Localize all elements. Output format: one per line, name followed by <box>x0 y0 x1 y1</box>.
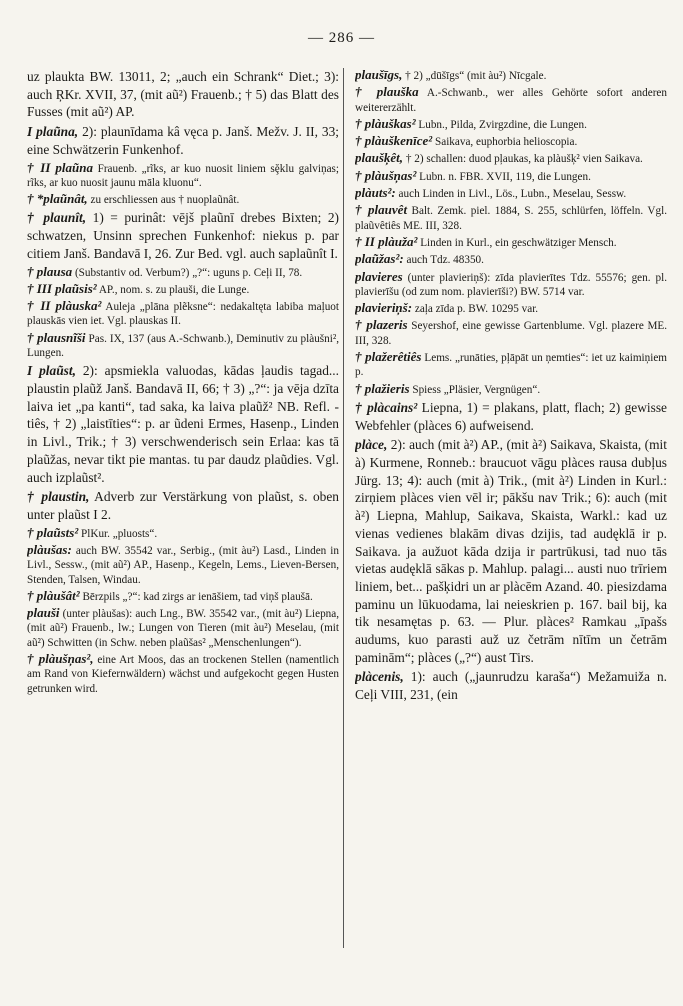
entry-lemma: † II plaũna <box>27 159 94 175</box>
entry-text: Bērzpils „?“: kad zirgs ar ienāšiem, tad viņš plaušā. <box>82 590 313 603</box>
entry-text: eine Art Moos, das an trockenen Stellen (namentlich am Rand von Kiefernwäldern) wächst und aufgekocht gegen Husten getrunken wird. <box>27 654 339 695</box>
entry-lemma: † plaunît, <box>27 210 87 226</box>
dictionary-entry <box>27 362 339 486</box>
entry-text: Lubn. n. FBR. XVII, 119, die Lungen. <box>419 170 591 183</box>
entry-lemma: † II plàuska² <box>27 298 102 314</box>
entry-text: (Substantiv od. Verbum?) „?“: uguns p. Ceļi II, 78. <box>74 266 303 279</box>
entry-text: PlKur. „pluosts“. <box>81 527 158 540</box>
dictionary-entry <box>27 299 339 329</box>
entry-text: AP., nom. s. zu plauši, die Lunge. <box>98 283 250 296</box>
entry-lemma: plaušķêt, <box>355 150 404 166</box>
entry-text: uz plaukta BW. 13011, 2; „auch ein Schrank“ Diet.; 3): auch ŖKr. XVII, 37, (mit aũ²) Frauenb.; † 5) das Blatt des Fusses (mit aũ²) AP. <box>27 69 339 120</box>
entry-lemma: plàuts²: <box>355 185 396 201</box>
entry-lemma: † *plaũnât, <box>27 191 88 207</box>
entry-lemma: † plàušņas², <box>27 651 94 666</box>
dictionary-entry <box>355 270 667 300</box>
dictionary-entry <box>355 85 667 115</box>
entry-lemma: † plàušņas² <box>355 167 417 183</box>
entry-text: zu erschliessen aus † nuoplaũnât. <box>90 194 240 207</box>
dictionary-entry <box>355 68 667 83</box>
entry-lemma: † plauška <box>355 84 419 100</box>
entry-text: 1): auch („jaunrudzu karaša“) Mežamuiža n. Ceļi VIII, 231, (ein <box>355 669 667 703</box>
dictionary-entry <box>27 606 339 650</box>
entry-lemma: I plaũna, <box>27 124 79 140</box>
dictionary-entry <box>27 331 339 361</box>
entry-lemma: † II plàuža² <box>355 233 418 249</box>
dictionary-entry <box>355 117 667 132</box>
entry-lemma: plauši <box>27 605 60 621</box>
entry-text: Liepna, 1) = plakans, platt, flach; 2) gewisse Webfehler (plàces 6) aufweisend. <box>355 399 667 433</box>
entry-text: 1) = purinât: vējš plaũnī drebes Bixten; 2) schwatzen, Unsinn sprechen Funkenhof: niekus p. par citiem Janš. Bandavā I, 26. Zur Bed. vgl. auch saplaũnît I. <box>27 210 339 261</box>
entry-lemma: † plàuškenīce² <box>355 133 433 149</box>
entry-lemma: † plàušât² <box>27 587 80 603</box>
entry-lemma: † plaũsts² <box>27 524 79 540</box>
entry-lemma: I plaũst, <box>27 363 76 379</box>
dictionary-entry <box>355 318 667 348</box>
entry-text: (unter plavieriņš): zīda plavierītes Tdz. 55576; gen. pl. plavierīšu (od zum nom. plavierīši?) BW. 5714 var. <box>355 271 667 298</box>
entry-lemma: plaušīgs, <box>355 68 403 82</box>
entry-text: 2): plaunīdama kâ vęca p. Janš. Mežv. J. II, 33; eine Schwätzerin Funkenhof. <box>27 124 339 157</box>
entry-lemma: † plausnĩši <box>27 329 86 345</box>
entry-text: zaļa zīda p. BW. 10295 var. <box>414 303 539 316</box>
dictionary-entry <box>27 526 339 541</box>
entry-text: 2): auch (mit à²) AP., (mit à²) Saikava, Skaista, (mit à) Kurmene, Ronneb.: braucuot vāgu plàces rausa dubļus Jürg. 13; 4): auch (mit à) Trik., (mit à²) Linden in Kurl.: zirņiem plàces vien vēl ir; pākšu nav Trik.; 6): auch (mit à²) Liepna, Mahlup, Saikava, Skaista, Warkl.: kad uz vienas vedienes blakām divas dzijis, tad audęklā ir p. Saikava. ja aužuot kāda dzija ir partrūkusi, tad nuo tās vietas audęklā sākas p. Mahlup. palagi... austi nuo trīriem liniem, bet... pašķidri un ar plàcēm Azand. 40. piesizdama paminu un lūkuodama, lai neieskrien p. 167. bail bij, ka tik nesamętas p. 63. — Plur. plàces² Ramkau „īpašs audums, kuo parasti auž uz četrām nītīm un četrām paminām“; plàces („?“) aust Tirs. <box>355 437 667 665</box>
entry-lemma: † plažieris <box>355 380 410 396</box>
entry-lemma: plavieriņš: <box>355 300 413 316</box>
dictionary-entry <box>355 301 667 316</box>
entry-lemma: † plažerêtiês <box>355 349 422 365</box>
entry-text: Lubn., Pilda, Zvirgzdine, die Lungen. <box>418 118 587 131</box>
dictionary-entry <box>27 652 339 696</box>
entry-text: Balt. Zemk. piel. 1884, S. 255, schlürfen, löffeln. Vgl. plaũvêtiês ME. III, 328. <box>355 205 667 232</box>
entry-text: Spiess „Pläsier, Vergnügen“. <box>412 383 541 396</box>
dictionary-entry <box>355 399 667 434</box>
dictionary-entry <box>355 169 667 184</box>
entry-lemma: plàušas: <box>27 541 72 557</box>
dictionary-entry <box>27 161 339 191</box>
entry-lemma: plavieres <box>355 268 403 284</box>
dictionary-entry <box>355 235 667 250</box>
entry-lemma: † III plaũsis² <box>27 280 97 296</box>
dictionary-entry <box>355 186 667 201</box>
right-column <box>355 68 667 966</box>
dictionary-entry <box>355 203 667 233</box>
dictionary-entry <box>27 282 339 297</box>
dictionary-entry <box>27 543 339 587</box>
dictionary-entry <box>27 265 339 280</box>
entry-text: A.-Schwanb., wer alles Gehörte sofort anderen weitererzählt. <box>355 87 667 114</box>
entry-text: Auleja „plāna plẽksne“: nedakaltęta labiba maļuot plauskās vien iet. Vgl. plauskas II. <box>27 301 339 328</box>
entry-lemma: † plàuškas² <box>355 115 416 131</box>
entry-text: Pas. IX, 137 (aus A.-Schwanb.), Deminutiv zu plàušni², Lungen. <box>27 332 339 359</box>
dictionary-entry <box>355 382 667 397</box>
entry-lemma: plàcenis, <box>355 669 404 685</box>
dictionary-entry <box>355 436 667 666</box>
entry-text: auch BW. 35542 var., Serbig., (mit àu²) Lasd., Linden in Livl., Sessw., (mit aũ²) AP., Hasenp., Kegeln, Lems., Lieven-Bersen, Stenden, Talsen, Windau. <box>27 544 339 586</box>
entry-text: Saikava, euphorbia helioscopia. <box>435 136 578 149</box>
entry-text: Linden in Kurl., ein geschwätziger Mensch. <box>420 236 617 249</box>
column-divider <box>343 68 344 948</box>
dictionary-entry <box>355 252 667 267</box>
entry-text: Seyershof, eine gewisse Gartenblume. Vgl. plazere ME. III, 328. <box>355 320 667 347</box>
entry-text: auch Tdz. 48350. <box>406 254 484 267</box>
dictionary-entry <box>355 151 667 166</box>
dictionary-entry <box>27 68 339 121</box>
entry-lemma: † plazeris <box>355 317 408 333</box>
entry-text: † 2) „dūšīgs“ (mit àu²) Nīcgale. <box>405 70 547 82</box>
entry-text: † 2) schallen: duod pļaukas, ka plàušķ² vien Saikava. <box>405 153 643 166</box>
dictionary-entry <box>27 123 339 158</box>
entry-text: auch Linden in Livl., Lös., Lubn., Meselau, Sessw. <box>398 188 627 201</box>
entry-text: Lems. „runāties, pļāpāt un ņemties“: iet uz kaimiņiem p. <box>355 352 667 379</box>
entry-lemma: † plauvêt <box>355 202 408 218</box>
entry-text: 2): apsmiekla valuodas, kādas ļaudis tagad... plaustin plaũž Janš. Bandavā II, 66; † 3) „?“: ja vēja dzīta laiva iet „pa kanti“, tad saka, ka laiva plaũž² NB. Refl. -tiês, † 2) „laistīties“: p. ar ũdeni Ermes, Hasenp., Linden in Livl., Trik.; † 3) verschwenderisch sein Erlaa: kas tā plaũžas, nevar tikt pie mantas. tu par daudz plaũdies. Vgl. auch izplaũst². <box>27 363 339 485</box>
entry-text: (unter plàušas): auch Lng., BW. 35542 var., (mit àu²) Liepna, (mit aũ²) Frauenb., lw.; Lungen von Tieren (mit àu²) Meselau, (mit aũ²) Schwitten (in Schw. neben plaũšas² „Menschenlungen“). <box>27 608 339 649</box>
dictionary-entry <box>27 192 339 207</box>
entry-lemma: † plaustin, <box>27 489 90 505</box>
entry-lemma: † plàcains² <box>355 399 418 415</box>
entry-lemma: † plausa <box>27 263 73 279</box>
page-number: — 286 — <box>308 30 375 46</box>
dictionary-entry <box>355 350 667 380</box>
entry-lemma: plaũžas²: <box>355 251 404 267</box>
dictionary-entry <box>27 209 339 262</box>
dictionary-entry <box>27 488 339 523</box>
dictionary-entry <box>27 589 339 604</box>
left-column <box>27 68 339 966</box>
entry-lemma: plàce, <box>355 437 388 453</box>
entry-text: Adverb zur Verstärkung von plaũst, s. oben unter plaũst I 2. <box>27 489 339 522</box>
entry-text: Frauenb. „rĩks, ar kuo nuosit liniem sḝklu galviņas; rĩks, ar kuo nuosit jaunu māla kluonu“. <box>27 162 339 189</box>
dictionary-entry <box>355 134 667 149</box>
dictionary-entry <box>355 668 667 703</box>
